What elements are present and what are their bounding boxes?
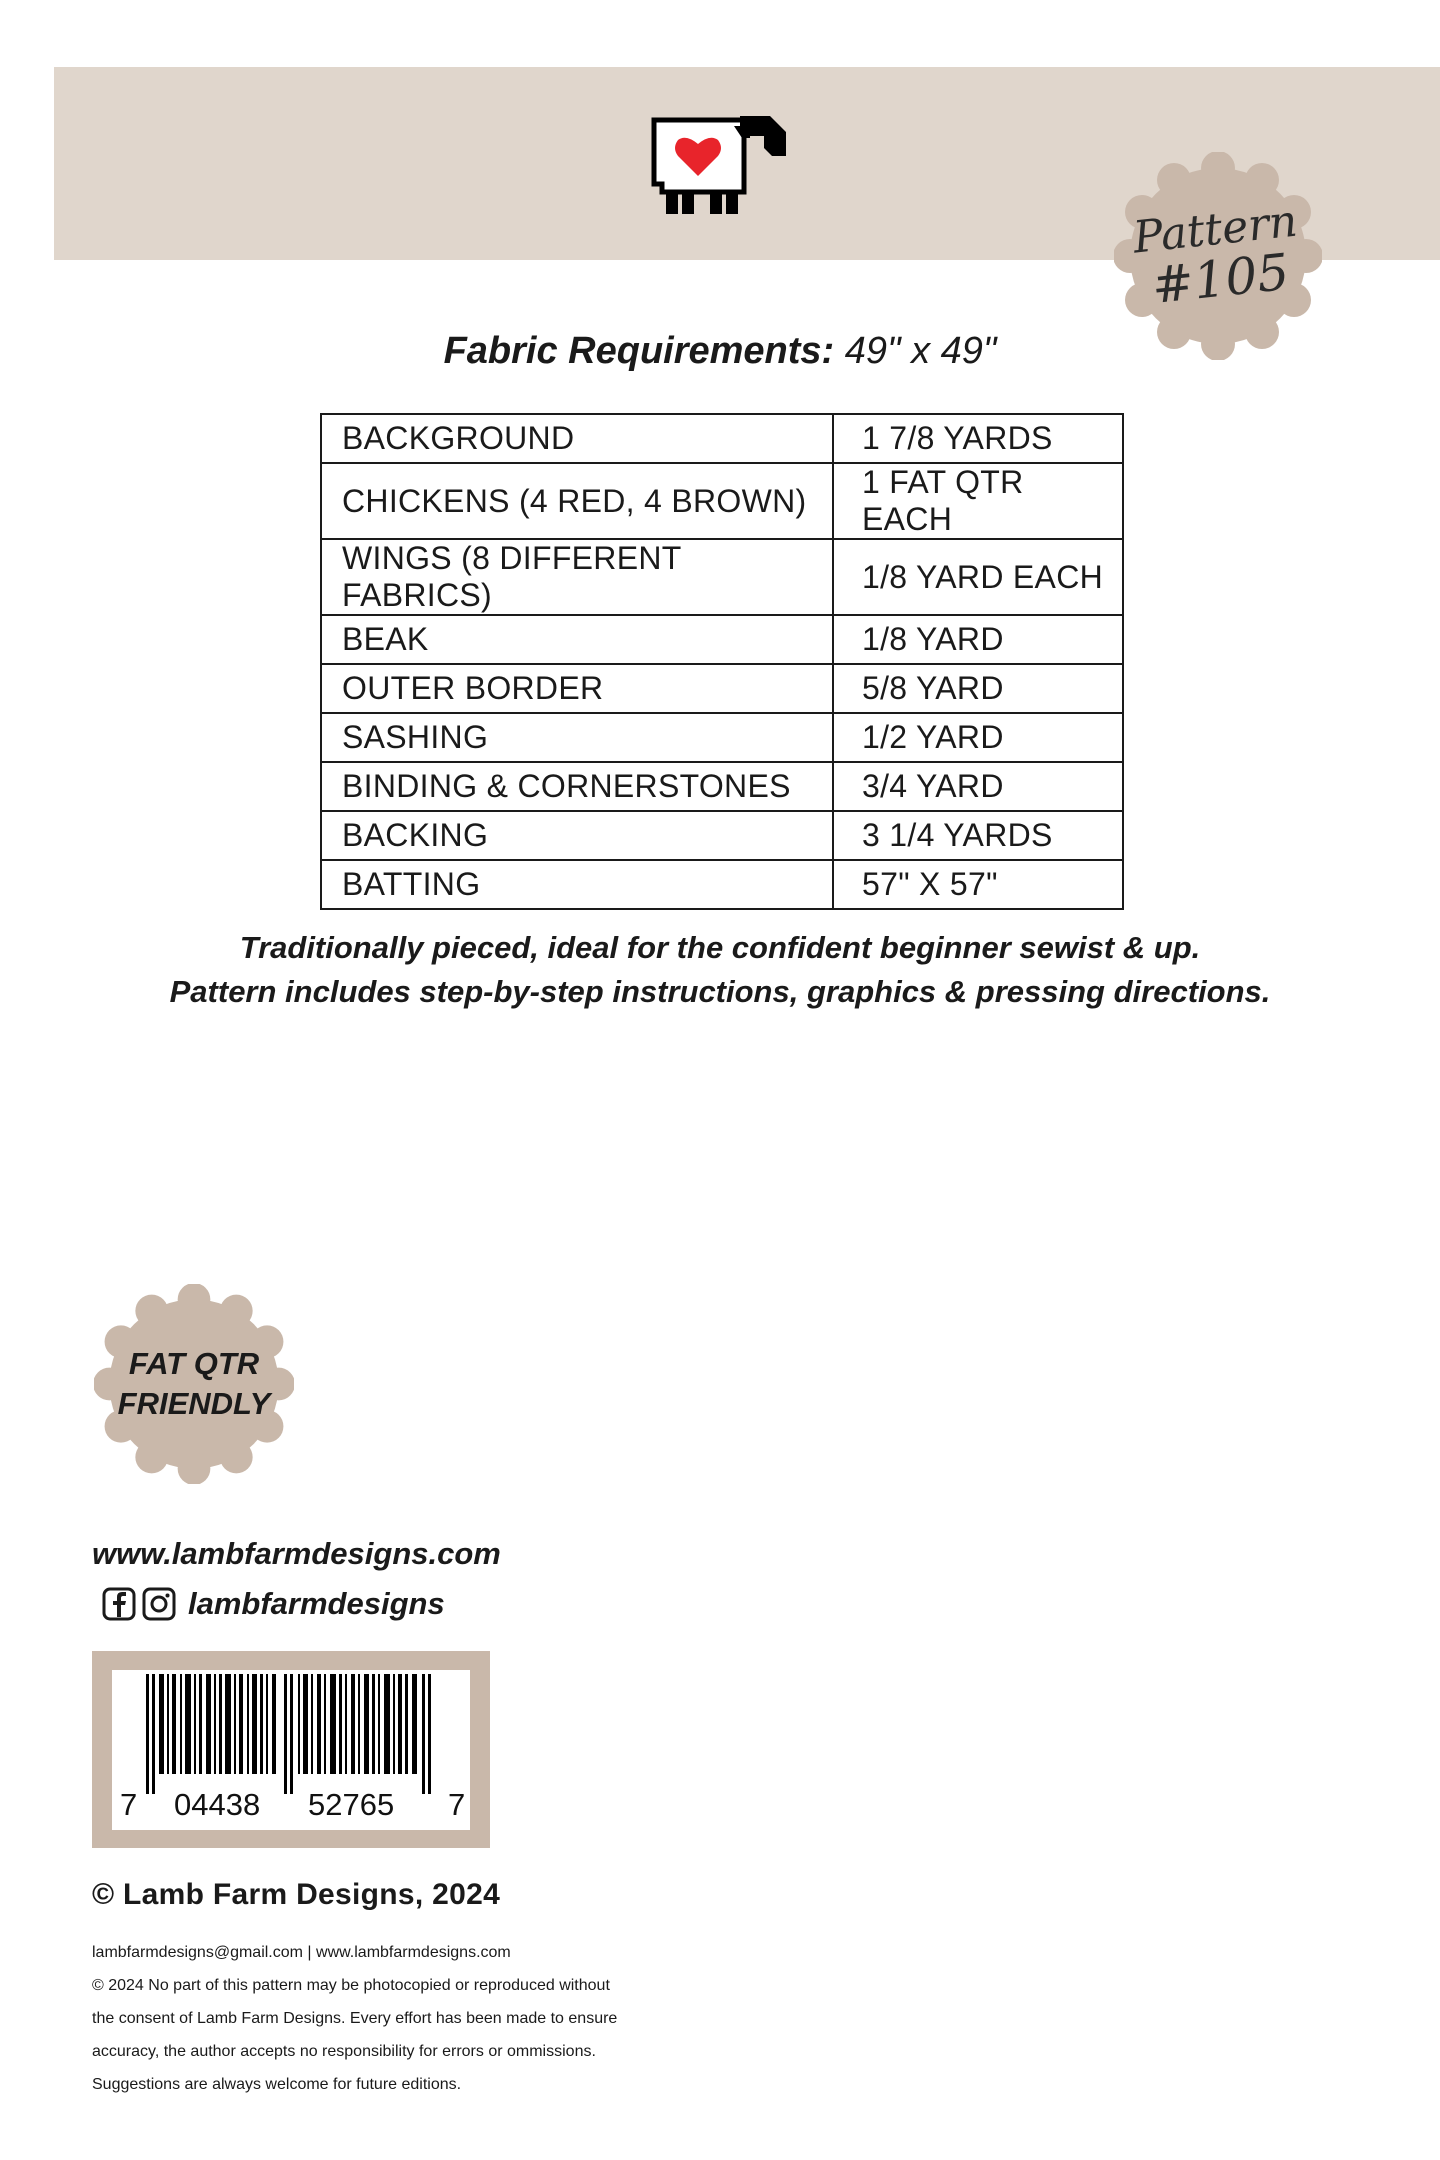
fine-print-line: lambfarmdesigns@gmail.com | www.lambfarmdesigns.com: [92, 1944, 511, 1961]
fabric-item: BATTING: [321, 860, 833, 909]
fine-print-line: Suggestions are always welcome for future editions.: [92, 2076, 462, 2093]
quilt-size: 49" x 49": [844, 330, 997, 372]
fabric-amount: 3/4 YARD: [833, 762, 1123, 811]
badge-line: FRIENDLY: [117, 1386, 271, 1421]
barcode-digit: 7: [120, 1787, 138, 1822]
table-row: [321, 463, 1123, 539]
fabric-requirements-heading: [0, 330, 1440, 373]
table-row: [321, 811, 1123, 860]
fabric-item: OUTER BORDER: [321, 664, 833, 713]
fabric-amount: 5/8 YARD: [833, 664, 1123, 713]
fat-quarter-friendly-badge: [94, 1284, 294, 1484]
fabric-item: BINDING & CORNERSTONES: [321, 762, 833, 811]
instagram-icon[interactable]: [142, 1587, 176, 1621]
website-link[interactable]: www.lambfarmdesigns.com: [92, 1536, 501, 1571]
badge-line: FAT QTR: [128, 1346, 260, 1381]
lamb-logo-icon: [648, 112, 788, 216]
pattern-description: [0, 926, 1440, 1014]
table-row: [321, 713, 1123, 762]
barcode: [92, 1651, 490, 1848]
fine-print: [92, 1936, 732, 2101]
fabric-amount: 1/8 YARD: [833, 615, 1123, 664]
table-row: [321, 414, 1123, 463]
copyright-heading: © Lamb Farm Designs, 2024: [92, 1878, 501, 1911]
barcode-bars: [112, 1670, 470, 1830]
social-row: [102, 1584, 445, 1624]
fine-print-line: the consent of Lamb Farm Designs. Every effort has been made to ensure: [92, 2010, 618, 2027]
fabric-requirements-table: [320, 413, 1124, 910]
table-row: [321, 762, 1123, 811]
barcode-digit-group: 52765: [308, 1787, 395, 1822]
fabric-amount: 57" X 57": [833, 860, 1123, 909]
description-line: Traditionally pieced, ideal for the confident beginner sewist & up.: [239, 930, 1201, 965]
fabric-requirements-label: Fabric Requirements:: [443, 330, 835, 372]
fine-print-line: © 2024 No part of this pattern may be photocopied or reproduced without: [92, 1977, 610, 1994]
badge-pattern-label: Pattern: [1130, 195, 1300, 264]
fabric-amount: 1/2 YARD: [833, 713, 1123, 762]
fabric-item: WINGS (8 DIFFERENT FABRICS): [321, 539, 833, 615]
fabric-item: BEAK: [321, 615, 833, 664]
pattern-number-badge: [1114, 152, 1322, 360]
fabric-item: CHICKENS (4 RED, 4 BROWN): [321, 463, 833, 539]
fabric-amount: 1/8 YARD EACH: [833, 539, 1123, 615]
barcode-digit: 7: [448, 1787, 466, 1822]
table-row: [321, 539, 1123, 615]
fabric-item: BACKING: [321, 811, 833, 860]
table-row: [321, 664, 1123, 713]
table-row: [321, 615, 1123, 664]
description-line: Pattern includes step-by-step instructions, graphics & pressing directions.: [169, 974, 1271, 1009]
fabric-amount: 1 FAT QTR EACH: [833, 463, 1123, 539]
fabric-item: SASHING: [321, 713, 833, 762]
fabric-item: BACKGROUND: [321, 414, 833, 463]
social-handle[interactable]: lambfarmdesigns: [188, 1586, 445, 1621]
fine-print-line: accuracy, the author accepts no responsibility for errors or ommissions.: [92, 2043, 596, 2060]
barcode-label: [112, 1670, 470, 1830]
fabric-amount: 3 1/4 YARDS: [833, 811, 1123, 860]
table-row: [321, 860, 1123, 909]
barcode-digit-group: 04438: [174, 1787, 261, 1822]
fabric-amount: 1 7/8 YARDS: [833, 414, 1123, 463]
badge-pattern-number: #105: [1149, 242, 1292, 315]
facebook-icon[interactable]: [102, 1587, 136, 1621]
